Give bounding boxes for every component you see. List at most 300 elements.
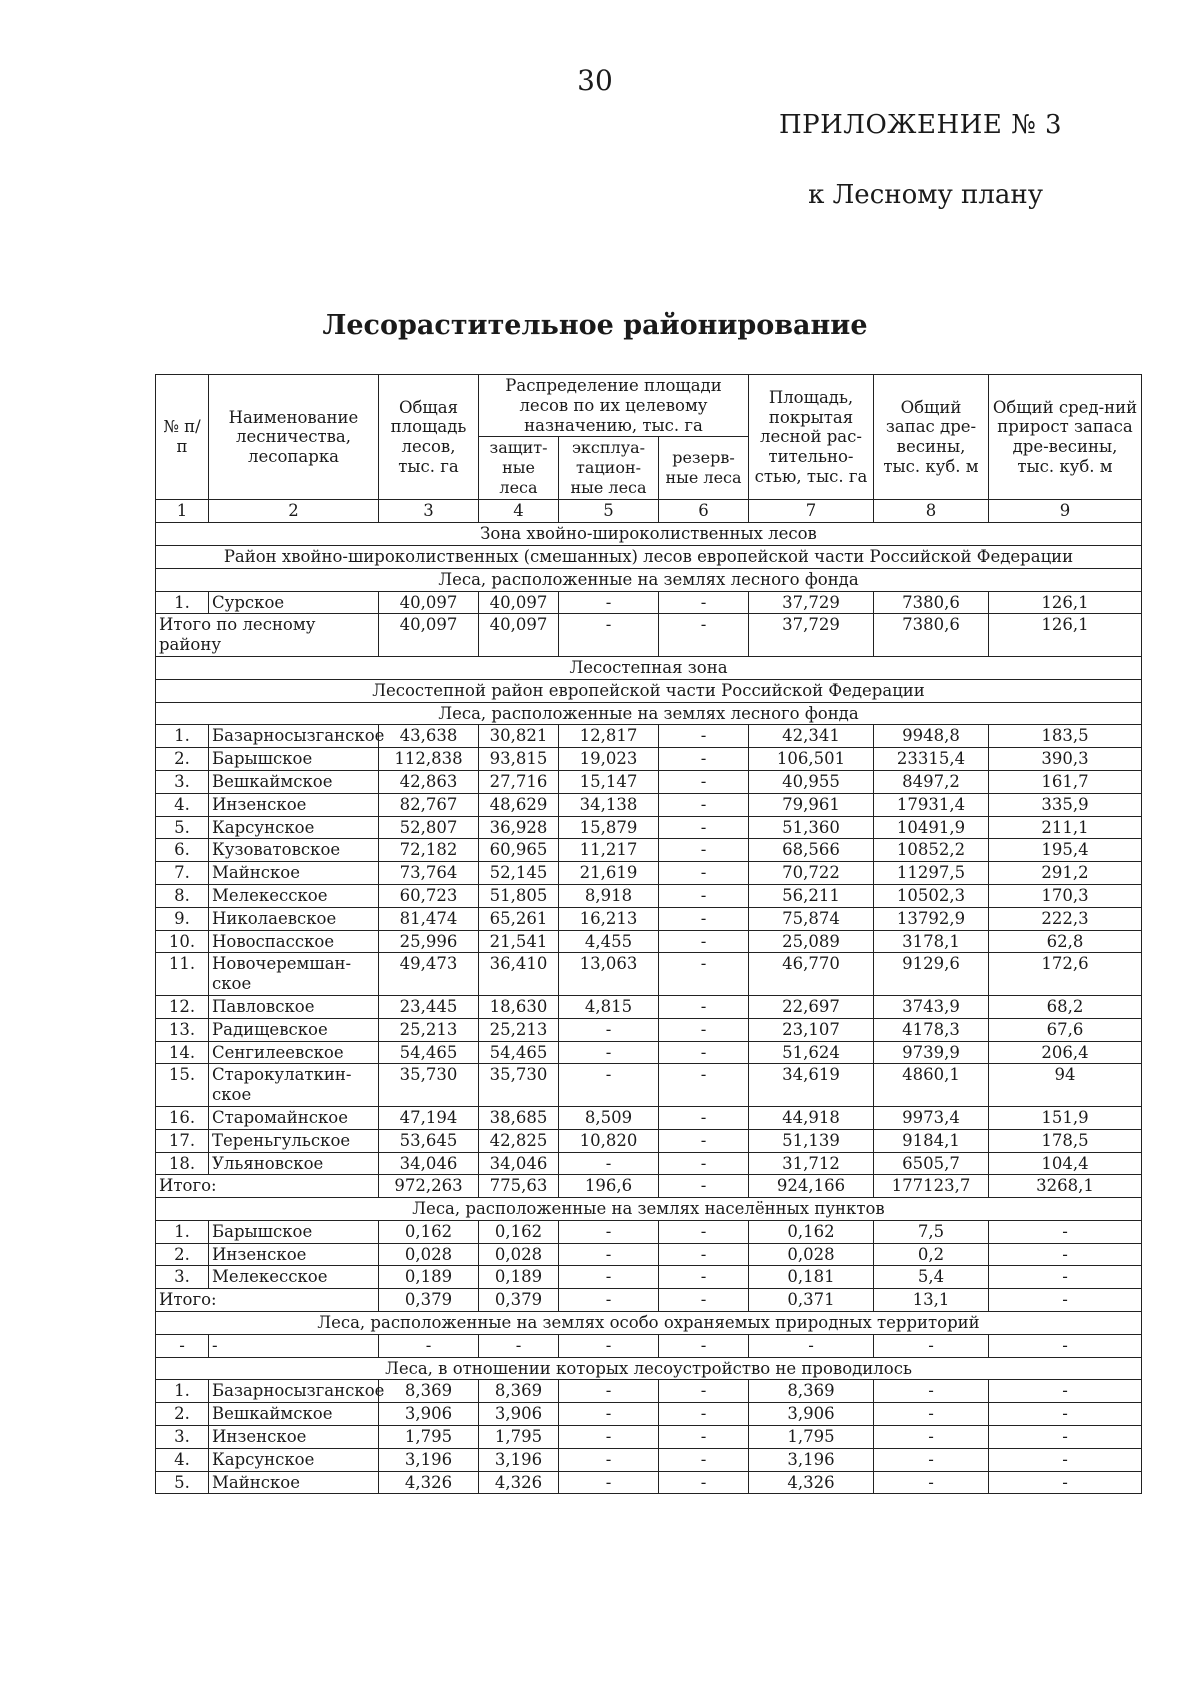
value-cell: - xyxy=(989,1403,1142,1426)
value-cell: - xyxy=(989,1380,1142,1403)
value-cell: 79,961 xyxy=(749,793,874,816)
value-cell: - xyxy=(989,1266,1142,1289)
row-number-cell: 18. xyxy=(156,1152,209,1175)
forest-zoning-table xyxy=(155,374,1142,1494)
value-cell: 67,6 xyxy=(989,1018,1142,1041)
forestry-name-cell: Николаевское xyxy=(209,907,379,930)
value-cell: 172,6 xyxy=(989,953,1142,996)
value-cell: - xyxy=(559,1220,659,1243)
forestry-name-cell: Барышское xyxy=(209,1220,379,1243)
row-number-cell: 5. xyxy=(156,1471,209,1494)
value-cell: 93,815 xyxy=(479,748,559,771)
value-cell: 65,261 xyxy=(479,907,559,930)
value-cell: 40,955 xyxy=(749,770,874,793)
total-value-cell: - xyxy=(989,1289,1142,1312)
value-cell: 104,4 xyxy=(989,1152,1142,1175)
value-cell: 13,063 xyxy=(559,953,659,996)
header-name: Наименование лесничества, лесопарка xyxy=(209,375,379,500)
value-cell: - xyxy=(659,1041,749,1064)
forestry-name-cell: Павловское xyxy=(209,995,379,1018)
value-cell: - xyxy=(659,1471,749,1494)
value-cell: 21,541 xyxy=(479,930,559,953)
forestry-name-cell: Инзенское xyxy=(209,1426,379,1449)
value-cell: - xyxy=(659,1266,749,1289)
value-cell: - xyxy=(659,1152,749,1175)
zone-heading-label: Зона хвойно-широколиственных лесов xyxy=(156,523,1142,546)
land-category-heading-label: Леса, расположенные на землях лесного фонда xyxy=(156,568,1142,591)
table-row xyxy=(156,1041,1142,1064)
total-row xyxy=(156,1289,1142,1312)
value-cell: 3,906 xyxy=(379,1403,479,1426)
forestry-name-cell: Мелекесское xyxy=(209,1266,379,1289)
value-cell: 44,918 xyxy=(749,1106,874,1129)
value-cell: 8,918 xyxy=(559,884,659,907)
value-cell: - xyxy=(659,748,749,771)
forestry-name-cell: Базарносызганское xyxy=(209,1380,379,1403)
value-cell: - xyxy=(874,1448,989,1471)
value-cell: - xyxy=(874,1471,989,1494)
value-cell: 11,217 xyxy=(559,839,659,862)
value-cell: 3743,9 xyxy=(874,995,989,1018)
forestry-name-cell: Новоспасское xyxy=(209,930,379,953)
value-cell: 4,326 xyxy=(479,1471,559,1494)
land-category-heading xyxy=(156,1312,1142,1335)
value-cell: 42,863 xyxy=(379,770,479,793)
forestry-name-cell: Карсунское xyxy=(209,1448,379,1471)
zone-heading-label: Лесостепная зона xyxy=(156,656,1142,679)
value-cell: 75,874 xyxy=(749,907,874,930)
value-cell: 38,685 xyxy=(479,1106,559,1129)
value-cell: - xyxy=(989,1448,1142,1471)
value-cell: 34,046 xyxy=(479,1152,559,1175)
forestry-name-cell: Ульяновское xyxy=(209,1152,379,1175)
value-cell: - xyxy=(559,1041,659,1064)
value-cell: 211,1 xyxy=(989,816,1142,839)
value-cell: 54,465 xyxy=(379,1041,479,1064)
row-number-cell: 13. xyxy=(156,1018,209,1041)
value-cell: 68,566 xyxy=(749,839,874,862)
column-number: 7 xyxy=(749,500,874,523)
value-cell: 10502,3 xyxy=(874,884,989,907)
total-value-cell: - xyxy=(659,614,749,657)
value-cell: 51,805 xyxy=(479,884,559,907)
appendix-subtitle: к Лесному плану xyxy=(808,180,1043,210)
value-cell: 0,189 xyxy=(479,1266,559,1289)
value-cell: 1,795 xyxy=(379,1426,479,1449)
header-total-area: Общая площадь лесов, тыс. га xyxy=(379,375,479,500)
row-number-cell: 12. xyxy=(156,995,209,1018)
total-value-cell: 3268,1 xyxy=(989,1175,1142,1198)
total-label: Итого: xyxy=(156,1289,379,1312)
value-cell: 222,3 xyxy=(989,907,1142,930)
value-cell: 43,638 xyxy=(379,725,479,748)
table-row xyxy=(156,770,1142,793)
value-cell: 390,3 xyxy=(989,748,1142,771)
value-cell: 7,5 xyxy=(874,1220,989,1243)
value-cell: - xyxy=(659,953,749,996)
value-cell: 60,723 xyxy=(379,884,479,907)
forestry-name-cell: Карсунское xyxy=(209,816,379,839)
value-cell: 0,028 xyxy=(749,1243,874,1266)
total-value-cell: 177123,7 xyxy=(874,1175,989,1198)
row-number-cell: 1. xyxy=(156,725,209,748)
value-cell: - xyxy=(659,839,749,862)
value-cell: 34,619 xyxy=(749,1064,874,1107)
column-number: 6 xyxy=(659,500,749,523)
value-cell: - xyxy=(559,1152,659,1175)
forestry-name-cell: Тереньгульское xyxy=(209,1129,379,1152)
value-cell: - xyxy=(379,1334,479,1357)
value-cell: 35,730 xyxy=(379,1064,479,1107)
value-cell: 10852,2 xyxy=(874,839,989,862)
table-row xyxy=(156,1266,1142,1289)
value-cell: 0,162 xyxy=(379,1220,479,1243)
page-number: 30 xyxy=(577,64,613,97)
value-cell: 0,2 xyxy=(874,1243,989,1266)
value-cell: - xyxy=(659,1380,749,1403)
value-cell: 3178,1 xyxy=(874,930,989,953)
table-row xyxy=(156,725,1142,748)
value-cell: - xyxy=(659,1426,749,1449)
value-cell: 25,996 xyxy=(379,930,479,953)
value-cell: 48,629 xyxy=(479,793,559,816)
value-cell: 51,139 xyxy=(749,1129,874,1152)
value-cell: 15,879 xyxy=(559,816,659,839)
value-cell: - xyxy=(659,862,749,885)
land-category-heading xyxy=(156,702,1142,725)
value-cell: 12,817 xyxy=(559,725,659,748)
header-num: № п/п xyxy=(156,375,209,500)
value-cell: - xyxy=(874,1426,989,1449)
land-category-heading-label: Леса, в отношении которых лесоустройство не проводилось xyxy=(156,1357,1142,1380)
value-cell: 81,474 xyxy=(379,907,479,930)
value-cell: 4,815 xyxy=(559,995,659,1018)
land-category-heading xyxy=(156,1357,1142,1380)
value-cell: - xyxy=(559,1334,659,1357)
row-number-cell: 1. xyxy=(156,591,209,614)
forestry-name-cell: Старомайнское xyxy=(209,1106,379,1129)
forestry-name-cell: Майнское xyxy=(209,1471,379,1494)
value-cell: - xyxy=(559,1380,659,1403)
value-cell: - xyxy=(559,1426,659,1449)
value-cell: 9973,4 xyxy=(874,1106,989,1129)
column-number: 2 xyxy=(209,500,379,523)
table-row xyxy=(156,1243,1142,1266)
value-cell: 36,410 xyxy=(479,953,559,996)
value-cell: 54,465 xyxy=(479,1041,559,1064)
value-cell: 23315,4 xyxy=(874,748,989,771)
forestry-name-cell: Кузоватовское xyxy=(209,839,379,862)
forestry-name-cell: Сурское xyxy=(209,591,379,614)
value-cell: - xyxy=(559,1403,659,1426)
total-value-cell: - xyxy=(659,1175,749,1198)
table-row xyxy=(156,748,1142,771)
value-cell: - xyxy=(989,1220,1142,1243)
value-cell: 9948,8 xyxy=(874,725,989,748)
value-cell: 94 xyxy=(989,1064,1142,1107)
value-cell: - xyxy=(659,1403,749,1426)
value-cell: - xyxy=(659,1243,749,1266)
value-cell: - xyxy=(559,1243,659,1266)
row-number-cell: 5. xyxy=(156,816,209,839)
value-cell: 6505,7 xyxy=(874,1152,989,1175)
header-distribution: Распределение площади лесов по их целевому назначению, тыс. га xyxy=(479,375,749,437)
table-row xyxy=(156,1018,1142,1041)
table-row xyxy=(156,1380,1142,1403)
value-cell: 23,445 xyxy=(379,995,479,1018)
value-cell: - xyxy=(659,1106,749,1129)
value-cell: 19,023 xyxy=(559,748,659,771)
value-cell: - xyxy=(659,770,749,793)
value-cell: 8497,2 xyxy=(874,770,989,793)
forestry-name-cell: Сенгилеевское xyxy=(209,1041,379,1064)
value-cell: 49,473 xyxy=(379,953,479,996)
value-cell: 25,213 xyxy=(379,1018,479,1041)
table-row xyxy=(156,1471,1142,1494)
column-number-row xyxy=(156,500,1142,523)
value-cell: 47,194 xyxy=(379,1106,479,1129)
header-reserve: резерв-ные леса xyxy=(659,437,749,500)
land-category-heading xyxy=(156,1198,1142,1221)
row-number-cell: 14. xyxy=(156,1041,209,1064)
total-value-cell: 972,263 xyxy=(379,1175,479,1198)
value-cell: 51,360 xyxy=(749,816,874,839)
value-cell: - xyxy=(659,816,749,839)
value-cell: 23,107 xyxy=(749,1018,874,1041)
value-cell: - xyxy=(659,1018,749,1041)
table-body xyxy=(156,500,1142,1494)
value-cell: 52,145 xyxy=(479,862,559,885)
value-cell: 335,9 xyxy=(989,793,1142,816)
value-cell: - xyxy=(659,793,749,816)
value-cell: - xyxy=(874,1403,989,1426)
value-cell: 3,196 xyxy=(379,1448,479,1471)
value-cell: 0,189 xyxy=(379,1266,479,1289)
value-cell: 40,097 xyxy=(479,591,559,614)
row-number-cell: 4. xyxy=(156,1448,209,1471)
forestry-name-cell: Мелекесское xyxy=(209,884,379,907)
value-cell: 42,825 xyxy=(479,1129,559,1152)
value-cell: 206,4 xyxy=(989,1041,1142,1064)
value-cell: - xyxy=(659,725,749,748)
total-value-cell: 13,1 xyxy=(874,1289,989,1312)
total-value-cell: 7380,6 xyxy=(874,614,989,657)
table-row xyxy=(156,995,1142,1018)
value-cell: - xyxy=(749,1334,874,1357)
value-cell: 51,624 xyxy=(749,1041,874,1064)
value-cell: 9129,6 xyxy=(874,953,989,996)
total-value-cell: 0,379 xyxy=(379,1289,479,1312)
value-cell: 178,5 xyxy=(989,1129,1142,1152)
table-row xyxy=(156,1220,1142,1243)
table-row xyxy=(156,1064,1142,1107)
value-cell: 22,697 xyxy=(749,995,874,1018)
forestry-name-cell: Инзенское xyxy=(209,1243,379,1266)
value-cell: - xyxy=(559,1266,659,1289)
header-total-stock: Общий запас дре-весины, тыс. куб. м xyxy=(874,375,989,500)
row-number-cell: 2. xyxy=(156,1243,209,1266)
value-cell: 4,455 xyxy=(559,930,659,953)
table-row xyxy=(156,907,1142,930)
table-row xyxy=(156,591,1142,614)
value-cell: 112,838 xyxy=(379,748,479,771)
value-cell: 60,965 xyxy=(479,839,559,862)
value-cell: - xyxy=(559,1471,659,1494)
value-cell: 0,162 xyxy=(479,1220,559,1243)
value-cell: 8,369 xyxy=(479,1380,559,1403)
table-row xyxy=(156,839,1142,862)
total-value-cell: 40,097 xyxy=(479,614,559,657)
appendix-label: ПРИЛОЖЕНИЕ № 3 xyxy=(778,110,1062,140)
row-number-cell: 8. xyxy=(156,884,209,907)
value-cell: 106,501 xyxy=(749,748,874,771)
forestry-name-cell: Старокулаткин-ское xyxy=(209,1064,379,1107)
value-cell: - xyxy=(989,1334,1142,1357)
value-cell: - xyxy=(559,591,659,614)
total-value-cell: 0,379 xyxy=(479,1289,559,1312)
table-row xyxy=(156,1334,1142,1357)
value-cell: 170,3 xyxy=(989,884,1142,907)
total-value-cell: 196,6 xyxy=(559,1175,659,1198)
row-number-cell: - xyxy=(156,1334,209,1357)
value-cell: 0,181 xyxy=(749,1266,874,1289)
forestry-name-cell: Новочеремшан-ское xyxy=(209,953,379,996)
value-cell: 3,906 xyxy=(749,1403,874,1426)
value-cell: - xyxy=(659,907,749,930)
value-cell: - xyxy=(659,1448,749,1471)
column-number: 1 xyxy=(156,500,209,523)
value-cell: 9739,9 xyxy=(874,1041,989,1064)
forestry-name-cell: Радищевское xyxy=(209,1018,379,1041)
value-cell: 5,4 xyxy=(874,1266,989,1289)
value-cell: 82,767 xyxy=(379,793,479,816)
region-heading xyxy=(156,679,1142,702)
total-value-cell: 924,166 xyxy=(749,1175,874,1198)
value-cell: 37,729 xyxy=(749,591,874,614)
row-number-cell: 3. xyxy=(156,1266,209,1289)
row-number-cell: 16. xyxy=(156,1106,209,1129)
region-heading-label: Лесостепной район европейской части Российской Федерации xyxy=(156,679,1142,702)
value-cell: 4860,1 xyxy=(874,1064,989,1107)
value-cell: 4178,3 xyxy=(874,1018,989,1041)
value-cell: 73,764 xyxy=(379,862,479,885)
value-cell: 195,4 xyxy=(989,839,1142,862)
row-number-cell: 6. xyxy=(156,839,209,862)
zone-heading xyxy=(156,656,1142,679)
value-cell: 46,770 xyxy=(749,953,874,996)
header-protective: защит-ные леса xyxy=(479,437,559,500)
total-value-cell: - xyxy=(559,1289,659,1312)
table-row xyxy=(156,1426,1142,1449)
value-cell: - xyxy=(559,1018,659,1041)
value-cell: 1,795 xyxy=(479,1426,559,1449)
row-number-cell: 11. xyxy=(156,953,209,996)
total-label: Итого по лесному району xyxy=(156,614,379,657)
value-cell: 27,716 xyxy=(479,770,559,793)
value-cell: - xyxy=(989,1471,1142,1494)
value-cell: 291,2 xyxy=(989,862,1142,885)
total-value-cell: - xyxy=(559,614,659,657)
land-category-heading xyxy=(156,568,1142,591)
document-title: Лесорастительное районирование xyxy=(322,310,868,341)
value-cell: - xyxy=(659,591,749,614)
row-number-cell: 17. xyxy=(156,1129,209,1152)
value-cell: 10491,9 xyxy=(874,816,989,839)
value-cell: 0,028 xyxy=(379,1243,479,1266)
value-cell: 8,509 xyxy=(559,1106,659,1129)
header-avg-growth: Общий сред-ний прирост запаса дре-весины, тыс. куб. м xyxy=(989,375,1142,500)
header-covered-area: Площадь, покрытая лесной рас-тительно-стью, тыс. га xyxy=(749,375,874,500)
value-cell: 42,341 xyxy=(749,725,874,748)
value-cell: 68,2 xyxy=(989,995,1142,1018)
value-cell: 8,369 xyxy=(379,1380,479,1403)
value-cell: - xyxy=(874,1334,989,1357)
row-number-cell: 15. xyxy=(156,1064,209,1107)
value-cell: 62,8 xyxy=(989,930,1142,953)
value-cell: 126,1 xyxy=(989,591,1142,614)
value-cell: - xyxy=(989,1243,1142,1266)
value-cell: 1,795 xyxy=(749,1426,874,1449)
table-row xyxy=(156,1106,1142,1129)
row-number-cell: 7. xyxy=(156,862,209,885)
total-value-cell: 0,371 xyxy=(749,1289,874,1312)
land-category-heading-label: Леса, расположенные на землях особо охраняемых природных территорий xyxy=(156,1312,1142,1335)
row-number-cell: 4. xyxy=(156,793,209,816)
table-row xyxy=(156,862,1142,885)
table-row xyxy=(156,1448,1142,1471)
value-cell: 4,326 xyxy=(379,1471,479,1494)
value-cell: 3,196 xyxy=(749,1448,874,1471)
land-category-heading-label: Леса, расположенные на землях населённых пунктов xyxy=(156,1198,1142,1221)
region-heading xyxy=(156,545,1142,568)
total-row xyxy=(156,1175,1142,1198)
value-cell: - xyxy=(559,1448,659,1471)
forestry-name-cell: Барышское xyxy=(209,748,379,771)
value-cell: 11297,5 xyxy=(874,862,989,885)
column-number: 5 xyxy=(559,500,659,523)
column-number: 8 xyxy=(874,500,989,523)
value-cell: 18,630 xyxy=(479,995,559,1018)
total-value-cell: 775,63 xyxy=(479,1175,559,1198)
value-cell: 34,046 xyxy=(379,1152,479,1175)
value-cell: - xyxy=(874,1380,989,1403)
value-cell: - xyxy=(659,930,749,953)
table-row xyxy=(156,816,1142,839)
table-row xyxy=(156,930,1142,953)
forestry-name-cell: Базарносызганское xyxy=(209,725,379,748)
value-cell: 0,162 xyxy=(749,1220,874,1243)
value-cell: 25,089 xyxy=(749,930,874,953)
column-number: 3 xyxy=(379,500,479,523)
value-cell: 34,138 xyxy=(559,793,659,816)
value-cell: - xyxy=(659,1334,749,1357)
table-row xyxy=(156,1403,1142,1426)
row-number-cell: 2. xyxy=(156,1403,209,1426)
table-row xyxy=(156,953,1142,996)
value-cell: 52,807 xyxy=(379,816,479,839)
value-cell: 4,326 xyxy=(749,1471,874,1494)
total-label: Итого: xyxy=(156,1175,379,1198)
column-number: 9 xyxy=(989,500,1142,523)
value-cell: 13792,9 xyxy=(874,907,989,930)
value-cell: 7380,6 xyxy=(874,591,989,614)
table-row xyxy=(156,884,1142,907)
value-cell: - xyxy=(659,884,749,907)
table-row xyxy=(156,793,1142,816)
value-cell: 36,928 xyxy=(479,816,559,839)
value-cell: - xyxy=(989,1426,1142,1449)
table-row xyxy=(156,1129,1142,1152)
